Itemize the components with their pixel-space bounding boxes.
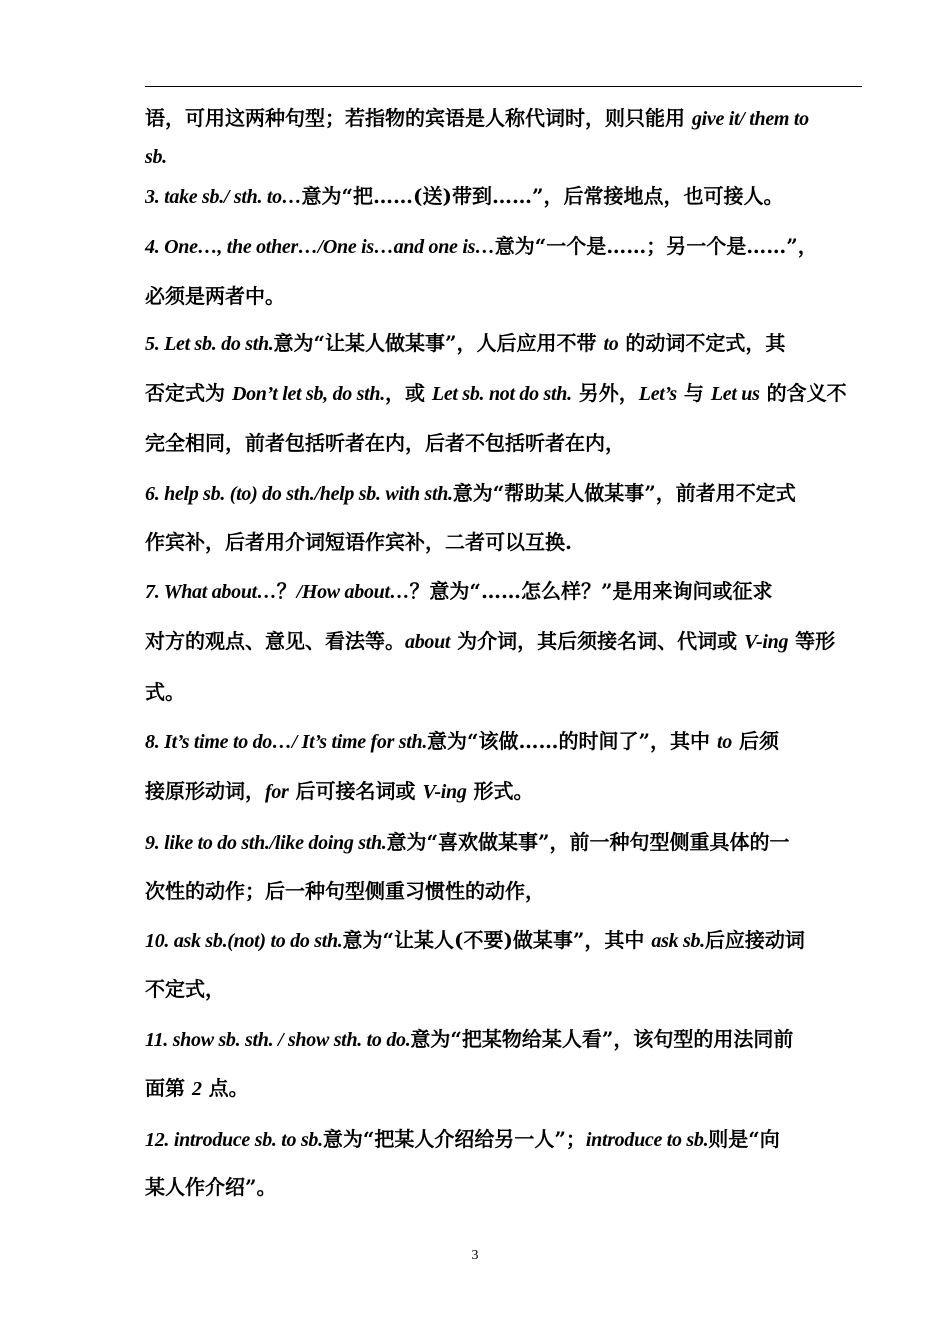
english-phrase: 12. bbox=[145, 1129, 174, 1151]
chinese-text: 意为“让某人(不要)做某事”，其中 bbox=[342, 928, 652, 952]
text-line bbox=[145, 105, 870, 132]
chinese-text: 等形 bbox=[788, 629, 836, 653]
chinese-text: 后应接动词 bbox=[704, 928, 805, 952]
english-phrase: to bbox=[717, 731, 732, 753]
chinese-text: 后可接名词或 bbox=[288, 779, 423, 803]
text-line bbox=[145, 778, 870, 805]
english-phrase: Let sb. not do sth. bbox=[431, 383, 572, 405]
english-phrase: V-ing bbox=[744, 631, 789, 653]
chinese-text: 否定式为 bbox=[145, 381, 232, 405]
english-phrase: take sb./ sth. to… bbox=[164, 186, 302, 208]
text-line bbox=[145, 927, 870, 954]
english-phrase: Let us bbox=[710, 383, 760, 405]
english-phrase: 4. bbox=[145, 236, 165, 258]
text-line bbox=[145, 728, 870, 755]
english-phrase: 5. bbox=[145, 333, 165, 355]
english-phrase: What about… bbox=[163, 581, 277, 603]
chinese-text: ？ bbox=[276, 579, 297, 603]
text-line bbox=[145, 430, 870, 456]
text-line bbox=[145, 330, 870, 357]
chinese-text: 不定式， bbox=[145, 977, 225, 1001]
english-phrase: 3. bbox=[145, 186, 165, 208]
text-line bbox=[145, 878, 870, 904]
chinese-text: 意为“喜欢做某事”，前一种句型侧重具体的一 bbox=[386, 830, 790, 854]
english-phrase: V-ing bbox=[422, 781, 467, 803]
chinese-text: 意为“一个是……；另一个是……”， bbox=[494, 234, 818, 258]
chinese-text: 语，可用这两种句型；若指物的宾语是人称代词时，则只能用 bbox=[145, 106, 692, 130]
english-phrase: Let sb. do sth. bbox=[164, 333, 274, 355]
chinese-text: 则是“向 bbox=[708, 1127, 780, 1151]
english-phrase: for bbox=[265, 781, 289, 803]
chinese-text: 为介词，其后须接名词、代词或 bbox=[450, 629, 745, 653]
chinese-text: 面第 bbox=[145, 1076, 192, 1100]
english-phrase: 6. bbox=[145, 483, 165, 505]
page-number: 3 bbox=[471, 1248, 479, 1263]
chinese-text: 的动词不定式，其 bbox=[618, 331, 786, 355]
chinese-text: 作宾补，后者用介词短语作宾补，二者可以互换. bbox=[145, 530, 572, 554]
english-phrase: One…, the other…/One is…and one is… bbox=[164, 236, 495, 258]
chinese-text: 对方的观点、意见、看法等。 bbox=[145, 629, 405, 653]
english-phrase: sb. bbox=[145, 146, 167, 168]
english-phrase: /How about… bbox=[296, 581, 410, 603]
chinese-text: 意为“把……(送)带到……”，后常接地点，也可接人。 bbox=[301, 184, 784, 208]
english-phrase: like to do sth./like doing sth. bbox=[164, 832, 387, 854]
english-phrase: to bbox=[603, 333, 619, 355]
text-line bbox=[145, 183, 870, 210]
chinese-text: 点。 bbox=[201, 1076, 249, 1100]
text-line bbox=[145, 1126, 870, 1153]
english-phrase: Let’s bbox=[638, 383, 677, 405]
chinese-text: 接原形动词， bbox=[145, 779, 265, 803]
text-line bbox=[145, 578, 870, 605]
chinese-text: 意为“帮助某人做某事”，前者用不定式 bbox=[452, 481, 796, 505]
english-phrase: 11. bbox=[145, 1029, 173, 1051]
english-phrase: introduce sb. to sb. bbox=[173, 1129, 323, 1151]
text-line bbox=[145, 1174, 870, 1200]
english-phrase: show sb. sth. / show sth. to do. bbox=[172, 1029, 411, 1051]
chinese-text: 后须 bbox=[731, 729, 779, 753]
text-line bbox=[145, 480, 870, 507]
chinese-text: 的含义不 bbox=[759, 381, 847, 405]
text-line bbox=[145, 679, 870, 705]
english-phrase: introduce to sb. bbox=[585, 1129, 709, 1151]
chinese-text: 式。 bbox=[145, 680, 185, 704]
text-line bbox=[145, 1075, 870, 1102]
english-phrase: 8. bbox=[145, 731, 165, 753]
text-line bbox=[145, 380, 870, 407]
chinese-text: 意为“让某人做某事”，人后应用不带 bbox=[273, 331, 604, 355]
chinese-text: 某人作介绍”。 bbox=[145, 1175, 277, 1199]
text-line bbox=[145, 829, 870, 856]
text-line bbox=[145, 283, 870, 309]
chinese-text: 必须是两者中。 bbox=[145, 284, 285, 308]
chinese-text: ？意为“……怎么样？”是用来询问或征求 bbox=[409, 579, 773, 603]
english-phrase: Don’t let sb, do sth. bbox=[231, 383, 385, 405]
chinese-text: 形式。 bbox=[466, 779, 534, 803]
english-phrase: help sb. (to) do sth./help sb. with sth. bbox=[164, 483, 453, 505]
english-phrase: 2 bbox=[191, 1078, 202, 1100]
header-rule bbox=[145, 86, 862, 87]
chinese-text: 另外， bbox=[571, 381, 639, 405]
chinese-text: 与 bbox=[676, 381, 711, 405]
chinese-text: 意为“该做……的时间了”，其中 bbox=[427, 729, 718, 753]
text-line bbox=[145, 628, 870, 655]
text-line bbox=[145, 529, 870, 555]
english-phrase: 9. bbox=[145, 832, 165, 854]
chinese-text: ，或 bbox=[384, 381, 432, 405]
chinese-text: 意为“把某人介绍给另一人”； bbox=[322, 1127, 586, 1151]
english-phrase: 7. bbox=[145, 581, 164, 603]
text-line bbox=[145, 143, 870, 170]
text-line bbox=[145, 1026, 870, 1053]
text-line bbox=[145, 976, 870, 1002]
english-phrase: ask sb. bbox=[651, 930, 705, 952]
english-phrase: give it/ them to bbox=[691, 108, 809, 130]
chinese-text: 次性的动作；后一种句型侧重习惯性的动作， bbox=[145, 879, 545, 903]
english-phrase: ask sb.(not) to do sth. bbox=[173, 930, 343, 952]
text-line bbox=[145, 233, 870, 260]
english-phrase: 10. bbox=[145, 930, 174, 952]
english-phrase: It’s time to do…/ It’s time for sth. bbox=[164, 731, 428, 753]
chinese-text: 完全相同，前者包括听者在内，后者不包括听者在内， bbox=[145, 431, 625, 455]
chinese-text: 意为“把某物给某人看”，该句型的用法同前 bbox=[410, 1027, 794, 1051]
english-phrase: about bbox=[405, 631, 451, 653]
